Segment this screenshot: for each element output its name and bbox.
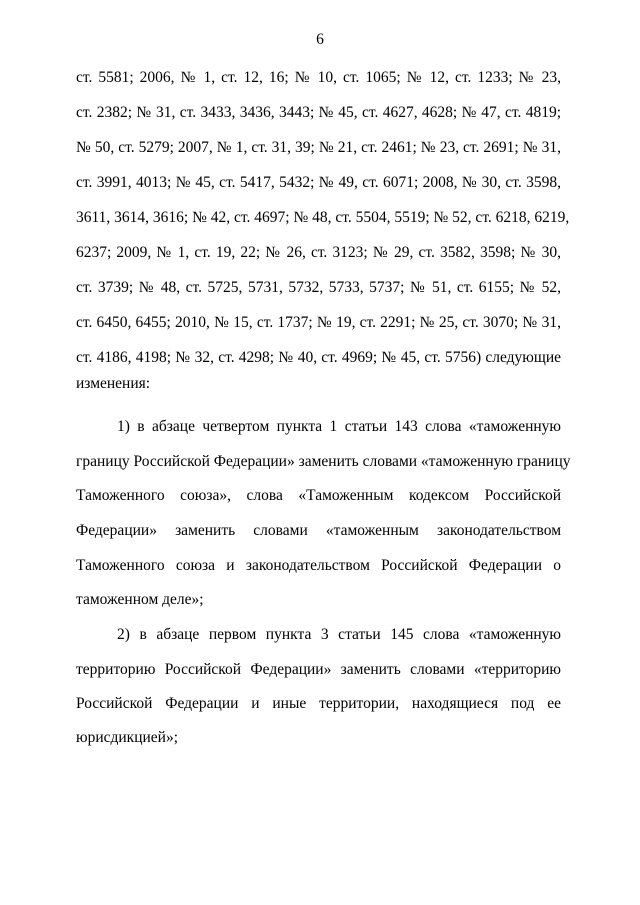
item-1-line-3: Таможенного союза», слова «Таможенным кодексом Российской bbox=[76, 487, 561, 504]
item-2-line-2: территорию Российской Федерации» заменить словами «территорию bbox=[76, 661, 561, 678]
item-2-line-3: Российской Федерации и иные территории, находящиеся под ее bbox=[76, 695, 561, 712]
intro-line-10: изменения: bbox=[76, 375, 151, 392]
intro-line-4: ст. 3991, 4013; № 45, ст. 5417, 5432; № 49, ст. 6071; 2008, № 30, ст. 3598, bbox=[76, 174, 561, 191]
item-2-line-4: юрисдикцией»; bbox=[76, 729, 179, 746]
intro-line-2: ст. 2382; № 31, ст. 3433, 3436, 3443; № 45, ст. 4627, 4628; № 47, ст. 4819; bbox=[76, 104, 561, 121]
item-1-line-2: границу Российской Федерации» заменить словами «таможенную границу bbox=[76, 453, 571, 470]
intro-line-7: ст. 3739; № 48, ст. 5725, 5731, 5732, 5733, 5737; № 51, ст. 6155; № 52, bbox=[76, 279, 561, 296]
intro-line-5: 3611, 3614, 3616; № 42, ст. 4697; № 48, ст. 5504, 5519; № 52, ст. 6218, 6219, bbox=[76, 209, 570, 226]
page-number: 6 bbox=[316, 31, 324, 48]
item-2-line-1: 2) в абзаце первом пункта 3 статьи 145 слова «таможенную bbox=[117, 626, 561, 643]
intro-line-6: 6237; 2009, № 1, ст. 19, 22; № 26, ст. 3123; № 29, ст. 3582, 3598; № 30, bbox=[76, 244, 561, 261]
intro-line-8: ст. 6450, 6455; 2010, № 15, ст. 1737; № 19, ст. 2291; № 25, ст. 3070; № 31, bbox=[76, 314, 561, 331]
item-1-line-6: таможенном деле»; bbox=[76, 591, 204, 608]
item-1-line-1: 1) в абзаце четвертом пункта 1 статьи 143 слова «таможенную bbox=[117, 418, 561, 435]
item-1-line-5: Таможенного союза и законодательством Российской Федерации о bbox=[76, 557, 561, 574]
item-1-line-4: Федерации» заменить словами «таможенным законодательством bbox=[76, 522, 561, 539]
intro-line-9: ст. 4186, 4198; № 32, ст. 4298; № 40, ст. 4969; № 45, ст. 5756) следующие bbox=[76, 349, 561, 366]
intro-line-3: № 50, ст. 5279; 2007, № 1, ст. 31, 39; № 21, ст. 2461; № 23, ст. 2691; № 31, bbox=[76, 139, 561, 156]
intro-line-1: ст. 5581; 2006, № 1, ст. 12, 16; № 10, ст. 1065; № 12, ст. 1233; № 23, bbox=[76, 69, 561, 86]
